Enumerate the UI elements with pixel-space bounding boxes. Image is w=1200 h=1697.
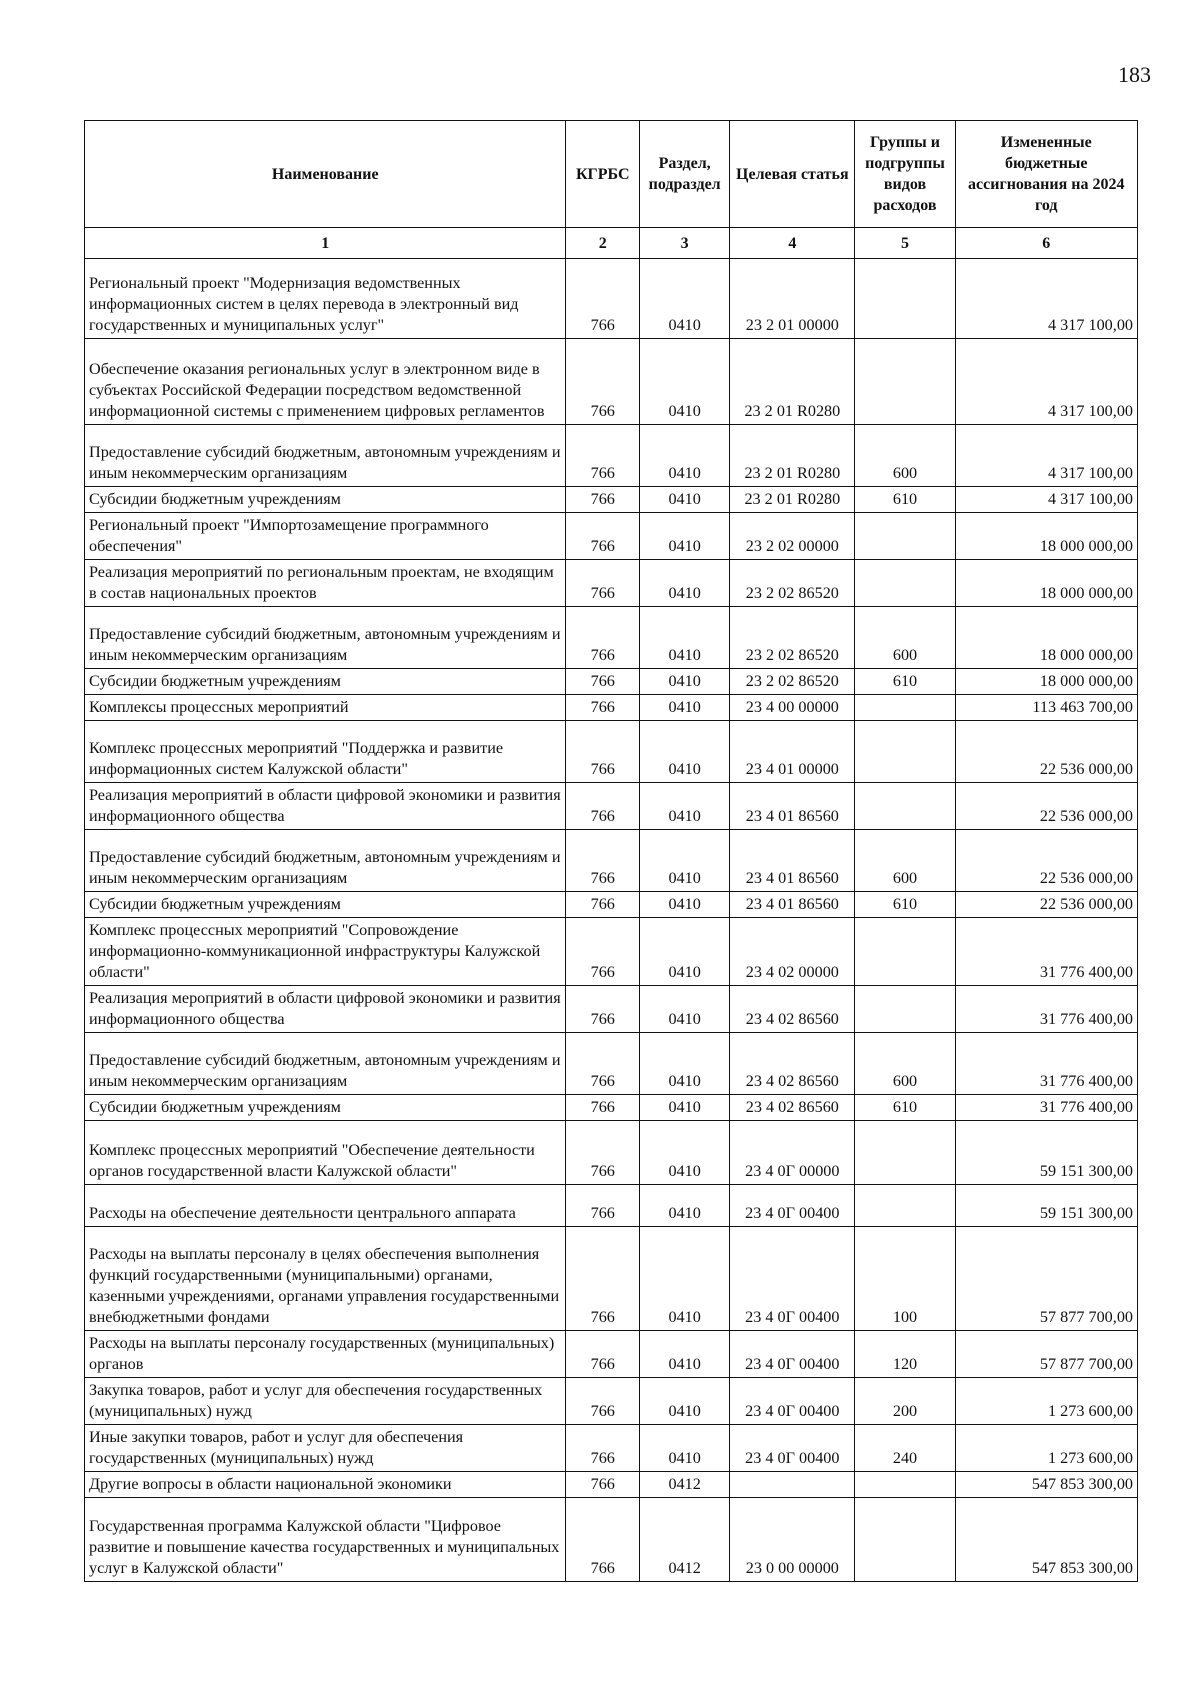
column-number: 1 (85, 228, 566, 259)
table-row (85, 1227, 1138, 1331)
row-group-cell (855, 259, 955, 339)
row-group-cell (855, 513, 955, 560)
row-kgrbs-cell: 766 (566, 695, 640, 721)
row-section-cell: 0410 (640, 607, 730, 669)
row-section-cell: 0410 (640, 1227, 730, 1331)
row-group-cell: 200 (855, 1378, 955, 1425)
table-row (85, 892, 1138, 918)
table-row (85, 1121, 1138, 1185)
row-section-cell: 0410 (640, 259, 730, 339)
row-group-cell: 610 (855, 892, 955, 918)
row-group-cell (855, 560, 955, 607)
row-target-cell: 23 2 01 R0280 (730, 339, 855, 425)
row-name-cell: Региональный проект "Импортозамещение программного обеспечения" (85, 513, 566, 560)
row-target-cell: 23 4 02 86560 (730, 1033, 855, 1095)
row-amount-cell: 59 151 300,00 (955, 1121, 1138, 1185)
column-number: 5 (855, 228, 955, 259)
row-target-cell: 23 4 0Г 00400 (730, 1331, 855, 1378)
row-amount-cell: 22 536 000,00 (955, 892, 1138, 918)
table-row (85, 830, 1138, 892)
row-kgrbs-cell: 766 (566, 783, 640, 830)
table-row (85, 721, 1138, 783)
table-row (85, 1185, 1138, 1227)
table-row (85, 695, 1138, 721)
row-target-cell: 23 4 02 00000 (730, 918, 855, 986)
row-kgrbs-cell: 766 (566, 1378, 640, 1425)
row-kgrbs-cell: 766 (566, 487, 640, 513)
row-name-cell: Реализация мероприятий в области цифровой экономики и развития информационного общества (85, 783, 566, 830)
row-section-cell: 0410 (640, 1425, 730, 1472)
row-name-cell: Реализация мероприятий по региональным проектам, не входящим в состав национальных проектов (85, 560, 566, 607)
row-section-cell: 0410 (640, 918, 730, 986)
row-section-cell: 0410 (640, 1121, 730, 1185)
column-number: 4 (730, 228, 855, 259)
table-row (85, 1033, 1138, 1095)
row-section-cell: 0410 (640, 892, 730, 918)
column-number-row (85, 228, 1138, 259)
table-row (85, 1378, 1138, 1425)
row-target-cell: 23 4 0Г 00400 (730, 1425, 855, 1472)
table-row (85, 259, 1138, 339)
row-kgrbs-cell: 766 (566, 669, 640, 695)
row-section-cell: 0410 (640, 721, 730, 783)
row-target-cell: 23 2 02 86520 (730, 607, 855, 669)
row-kgrbs-cell: 766 (566, 892, 640, 918)
row-name-cell: Комплекс процессных мероприятий "Сопровождение информационно-коммуникационной инфраструктуры Калужской области" (85, 918, 566, 986)
row-amount-cell: 547 853 300,00 (955, 1472, 1138, 1498)
table-row (85, 339, 1138, 425)
row-amount-cell: 1 273 600,00 (955, 1378, 1138, 1425)
column-number: 6 (955, 228, 1138, 259)
row-section-cell: 0410 (640, 513, 730, 560)
row-group-cell: 600 (855, 830, 955, 892)
row-target-cell: 23 2 02 00000 (730, 513, 855, 560)
table-row (85, 1498, 1138, 1582)
row-amount-cell: 31 776 400,00 (955, 918, 1138, 986)
row-target-cell: 23 2 01 R0280 (730, 425, 855, 487)
table-row (85, 986, 1138, 1033)
row-kgrbs-cell: 766 (566, 986, 640, 1033)
row-name-cell: Субсидии бюджетным учреждениям (85, 1095, 566, 1121)
row-amount-cell: 113 463 700,00 (955, 695, 1138, 721)
row-target-cell: 23 4 01 00000 (730, 721, 855, 783)
row-name-cell: Субсидии бюджетным учреждениям (85, 669, 566, 695)
row-kgrbs-cell: 766 (566, 1033, 640, 1095)
row-name-cell: Реализация мероприятий в области цифровой экономики и развития информационного общества (85, 986, 566, 1033)
row-amount-cell: 59 151 300,00 (955, 1185, 1138, 1227)
row-target-cell: 23 4 00 00000 (730, 695, 855, 721)
row-group-cell: 120 (855, 1331, 955, 1378)
row-kgrbs-cell: 766 (566, 830, 640, 892)
row-group-cell (855, 1498, 955, 1582)
row-name-cell: Другие вопросы в области национальной экономики (85, 1472, 566, 1498)
row-target-cell: 23 4 01 86560 (730, 892, 855, 918)
row-amount-cell: 57 877 700,00 (955, 1331, 1138, 1378)
row-kgrbs-cell: 766 (566, 425, 640, 487)
row-name-cell: Субсидии бюджетным учреждениям (85, 892, 566, 918)
row-amount-cell: 4 317 100,00 (955, 425, 1138, 487)
table-row (85, 1472, 1138, 1498)
row-section-cell: 0410 (640, 1331, 730, 1378)
row-section-cell: 0410 (640, 1095, 730, 1121)
row-amount-cell: 22 536 000,00 (955, 783, 1138, 830)
row-kgrbs-cell: 766 (566, 1227, 640, 1331)
row-name-cell: Расходы на выплаты персоналу в целях обеспечения выполнения функций государственными (муниципальными) органами, казенными учреждениями, органами управления государственными внебюджетными фондами (85, 1227, 566, 1331)
table-row (85, 1425, 1138, 1472)
row-amount-cell: 547 853 300,00 (955, 1498, 1138, 1582)
row-kgrbs-cell: 766 (566, 918, 640, 986)
budget-table (84, 120, 1138, 1582)
row-section-cell: 0410 (640, 669, 730, 695)
row-group-cell: 600 (855, 607, 955, 669)
row-group-cell: 240 (855, 1425, 955, 1472)
row-group-cell (855, 1185, 955, 1227)
row-kgrbs-cell: 766 (566, 1121, 640, 1185)
row-kgrbs-cell: 766 (566, 339, 640, 425)
header-groups: Группы и подгруппы видов расходов (855, 121, 955, 228)
row-amount-cell: 22 536 000,00 (955, 830, 1138, 892)
row-amount-cell: 18 000 000,00 (955, 607, 1138, 669)
row-kgrbs-cell: 766 (566, 1498, 640, 1582)
table-row (85, 425, 1138, 487)
row-name-cell: Предоставление субсидий бюджетным, автономным учреждениям и иным некоммерческим организациям (85, 1033, 566, 1095)
row-kgrbs-cell: 766 (566, 1425, 640, 1472)
table-row (85, 1331, 1138, 1378)
row-target-cell: 23 4 0Г 00400 (730, 1227, 855, 1331)
row-section-cell: 0412 (640, 1498, 730, 1582)
row-target-cell: 23 4 01 86560 (730, 830, 855, 892)
row-amount-cell: 57 877 700,00 (955, 1227, 1138, 1331)
row-kgrbs-cell: 766 (566, 1331, 640, 1378)
header-kgrbs: КГРБС (566, 121, 640, 228)
row-section-cell: 0410 (640, 1033, 730, 1095)
row-name-cell: Государственная программа Калужской области "Цифровое развитие и повышение качества государственных и муниципальных услуг в Калужской области" (85, 1498, 566, 1582)
row-group-cell (855, 783, 955, 830)
row-group-cell (855, 695, 955, 721)
row-section-cell: 0410 (640, 783, 730, 830)
row-group-cell (855, 1472, 955, 1498)
row-kgrbs-cell: 766 (566, 1185, 640, 1227)
table-row (85, 607, 1138, 669)
page-number: 183 (1118, 62, 1151, 87)
table-row (85, 513, 1138, 560)
row-group-cell (855, 339, 955, 425)
header-amount: Измененные бюджетные ассигнования на 2024 год (955, 121, 1138, 228)
header-row (85, 121, 1138, 228)
row-target-cell: 23 4 02 86560 (730, 1095, 855, 1121)
row-target-cell: 23 4 02 86560 (730, 986, 855, 1033)
row-target-cell (730, 1472, 855, 1498)
row-target-cell: 23 4 0Г 00400 (730, 1378, 855, 1425)
row-name-cell: Расходы на выплаты персоналу государственных (муниципальных) органов (85, 1331, 566, 1378)
row-section-cell: 0410 (640, 425, 730, 487)
row-name-cell: Предоставление субсидий бюджетным, автономным учреждениям и иным некоммерческим организациям (85, 425, 566, 487)
row-target-cell: 23 2 01 00000 (730, 259, 855, 339)
row-name-cell: Комплексы процессных мероприятий (85, 695, 566, 721)
row-section-cell: 0410 (640, 560, 730, 607)
row-name-cell: Региональный проект "Модернизация ведомственных информационных систем в целях перевода в электронный вид государственных и муниципальных услуг" (85, 259, 566, 339)
table-row (85, 1095, 1138, 1121)
row-target-cell: 23 4 01 86560 (730, 783, 855, 830)
row-amount-cell: 22 536 000,00 (955, 721, 1138, 783)
row-group-cell: 610 (855, 487, 955, 513)
row-amount-cell: 31 776 400,00 (955, 1033, 1138, 1095)
row-name-cell: Комплекс процессных мероприятий "Поддержка и развитие информационных систем Калужской области" (85, 721, 566, 783)
row-group-cell (855, 918, 955, 986)
row-group-cell: 610 (855, 1095, 955, 1121)
row-target-cell: 23 2 02 86520 (730, 669, 855, 695)
row-target-cell: 23 2 01 R0280 (730, 487, 855, 513)
row-group-cell (855, 986, 955, 1033)
row-section-cell: 0410 (640, 830, 730, 892)
row-section-cell: 0410 (640, 695, 730, 721)
row-target-cell: 23 2 02 86520 (730, 560, 855, 607)
row-name-cell: Предоставление субсидий бюджетным, автономным учреждениям и иным некоммерческим организациям (85, 607, 566, 669)
row-name-cell: Иные закупки товаров, работ и услуг для обеспечения государственных (муниципальных) нужд (85, 1425, 566, 1472)
row-group-cell: 600 (855, 1033, 955, 1095)
row-kgrbs-cell: 766 (566, 1472, 640, 1498)
column-number: 2 (566, 228, 640, 259)
row-section-cell: 0410 (640, 1378, 730, 1425)
header-name: Наименование (85, 121, 566, 228)
row-target-cell: 23 4 0Г 00400 (730, 1185, 855, 1227)
table-row (85, 560, 1138, 607)
row-target-cell: 23 0 00 00000 (730, 1498, 855, 1582)
row-kgrbs-cell: 766 (566, 1095, 640, 1121)
table-row (85, 918, 1138, 986)
row-kgrbs-cell: 766 (566, 560, 640, 607)
row-amount-cell: 4 317 100,00 (955, 487, 1138, 513)
row-kgrbs-cell: 766 (566, 607, 640, 669)
table-row (85, 669, 1138, 695)
row-name-cell: Субсидии бюджетным учреждениям (85, 487, 566, 513)
row-section-cell: 0410 (640, 339, 730, 425)
row-amount-cell: 4 317 100,00 (955, 339, 1138, 425)
table-row (85, 487, 1138, 513)
row-name-cell: Обеспечение оказания региональных услуг в электронном виде в субъектах Российской Федерации посредством ведомственной информационной системы с применением цифровых регламентов (85, 339, 566, 425)
header-section: Раздел, подраздел (640, 121, 730, 228)
row-amount-cell: 18 000 000,00 (955, 513, 1138, 560)
row-amount-cell: 4 317 100,00 (955, 259, 1138, 339)
row-name-cell: Предоставление субсидий бюджетным, автономным учреждениям и иным некоммерческим организациям (85, 830, 566, 892)
column-number: 3 (640, 228, 730, 259)
row-section-cell: 0410 (640, 487, 730, 513)
row-name-cell: Закупка товаров, работ и услуг для обеспечения государственных (муниципальных) нужд (85, 1378, 566, 1425)
row-kgrbs-cell: 766 (566, 721, 640, 783)
row-group-cell (855, 721, 955, 783)
row-kgrbs-cell: 766 (566, 513, 640, 560)
row-target-cell: 23 4 0Г 00000 (730, 1121, 855, 1185)
header-target: Целевая статья (730, 121, 855, 228)
row-amount-cell: 1 273 600,00 (955, 1425, 1138, 1472)
row-group-cell: 600 (855, 425, 955, 487)
row-group-cell (855, 1121, 955, 1185)
row-amount-cell: 18 000 000,00 (955, 560, 1138, 607)
row-name-cell: Расходы на обеспечение деятельности центрального аппарата (85, 1185, 566, 1227)
table-body (85, 259, 1138, 1582)
row-amount-cell: 18 000 000,00 (955, 669, 1138, 695)
row-kgrbs-cell: 766 (566, 259, 640, 339)
row-section-cell: 0410 (640, 986, 730, 1033)
row-section-cell: 0412 (640, 1472, 730, 1498)
row-group-cell: 610 (855, 669, 955, 695)
row-section-cell: 0410 (640, 1185, 730, 1227)
row-amount-cell: 31 776 400,00 (955, 986, 1138, 1033)
row-amount-cell: 31 776 400,00 (955, 1095, 1138, 1121)
table-row (85, 783, 1138, 830)
row-name-cell: Комплекс процессных мероприятий "Обеспечение деятельности органов государственной власти Калужской области" (85, 1121, 566, 1185)
row-group-cell: 100 (855, 1227, 955, 1331)
